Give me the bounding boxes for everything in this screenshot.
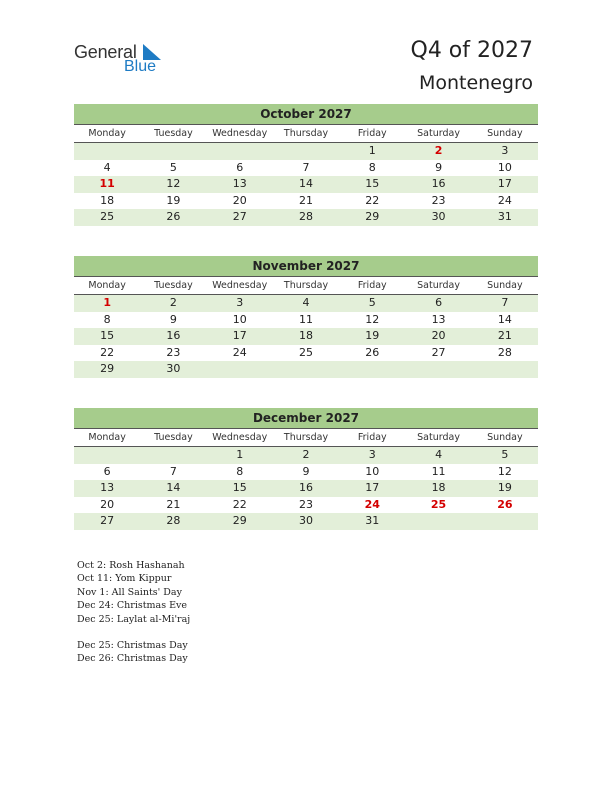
date-cell: 27 bbox=[100, 514, 115, 527]
date-cell: 16 bbox=[431, 177, 446, 190]
date-cell: 27 bbox=[431, 345, 446, 359]
holiday-note: Dec 25: Christmas Day bbox=[77, 640, 188, 652]
date-cell: 24 bbox=[497, 193, 512, 207]
date-cell: 28 bbox=[166, 514, 181, 527]
date-cell: 5 bbox=[501, 448, 509, 461]
date-cell: 8 bbox=[236, 464, 244, 478]
date-cell: 9 bbox=[435, 160, 443, 174]
date-cell bbox=[472, 513, 538, 530]
date-cell: 7 bbox=[169, 464, 177, 478]
weekday-header: Wednesday bbox=[207, 125, 273, 143]
week-row bbox=[74, 209, 538, 226]
date-cell: 3 bbox=[236, 296, 244, 309]
date-cell: 16 bbox=[166, 329, 181, 342]
date-cell: 21 bbox=[166, 497, 181, 511]
date-cell bbox=[140, 447, 206, 464]
date-cell: 17 bbox=[497, 177, 512, 190]
holiday-note: Dec 25: Laylat al-Mi'raj bbox=[77, 613, 191, 625]
date-cell: 1 bbox=[236, 448, 244, 461]
week-row bbox=[74, 312, 538, 329]
weekday-header: Saturday bbox=[405, 277, 471, 295]
date-cell: 17 bbox=[232, 329, 247, 342]
date-cell: 12 bbox=[166, 177, 181, 190]
date-cell: 8 bbox=[368, 160, 376, 174]
date-cell: 18 bbox=[298, 329, 313, 342]
date-cell: 16 bbox=[298, 481, 313, 494]
date-cell: 27 bbox=[232, 210, 247, 223]
date-cell: 29 bbox=[100, 362, 115, 375]
weekday-header: Thursday bbox=[273, 125, 339, 143]
date-cell: 19 bbox=[365, 329, 380, 342]
week-row bbox=[74, 295, 538, 312]
date-cell: 29 bbox=[232, 514, 247, 527]
date-cell bbox=[140, 143, 206, 160]
date-cell bbox=[405, 513, 471, 530]
date-cell bbox=[74, 143, 140, 160]
date-cell: 30 bbox=[431, 210, 446, 223]
date-cell: 25 bbox=[100, 210, 115, 223]
date-cell: 21 bbox=[497, 329, 512, 342]
week-row bbox=[74, 361, 538, 378]
date-cell: 30 bbox=[298, 514, 313, 527]
date-cell bbox=[273, 143, 339, 160]
date-cell: 30 bbox=[166, 362, 181, 375]
holiday-note: Oct 11: Yom Kippur bbox=[77, 573, 172, 585]
date-cell bbox=[74, 447, 140, 464]
week-row bbox=[74, 497, 538, 514]
date-cell: 5 bbox=[169, 160, 177, 174]
date-cell: 4 bbox=[103, 160, 111, 174]
weekday-header: Wednesday bbox=[207, 277, 273, 295]
date-cell: 6 bbox=[236, 160, 244, 174]
date-cell: 14 bbox=[497, 312, 512, 326]
date-cell bbox=[207, 143, 273, 160]
date-cell: 21 bbox=[298, 193, 313, 207]
month-october bbox=[74, 104, 538, 226]
date-cell: 22 bbox=[232, 497, 247, 511]
date-cell: 8 bbox=[103, 312, 111, 326]
date-cell: 18 bbox=[431, 481, 446, 494]
date-cell: 10 bbox=[232, 312, 247, 326]
date-cell: 2 bbox=[169, 296, 177, 309]
weekday-header: Saturday bbox=[405, 429, 471, 447]
date-cell: 15 bbox=[365, 177, 380, 190]
holiday-date: 1 bbox=[103, 296, 111, 309]
weekday-header: Tuesday bbox=[140, 429, 206, 447]
date-cell: 13 bbox=[232, 177, 247, 190]
month-title: December 2027 bbox=[74, 408, 538, 429]
date-cell: 24 bbox=[232, 345, 247, 359]
date-cell: 7 bbox=[302, 160, 310, 174]
logo-general-text: General bbox=[74, 42, 137, 62]
date-cell: 6 bbox=[103, 464, 111, 478]
date-cell: 7 bbox=[501, 296, 509, 309]
date-cell: 26 bbox=[166, 210, 181, 223]
date-cell: 23 bbox=[431, 193, 446, 207]
date-cell: 26 bbox=[365, 345, 380, 359]
date-cell bbox=[405, 361, 471, 378]
date-cell: 12 bbox=[497, 464, 512, 478]
logo-blue-text: Blue bbox=[124, 58, 157, 75]
date-cell: 25 bbox=[298, 345, 313, 359]
date-cell: 2 bbox=[302, 448, 310, 461]
date-cell: 19 bbox=[497, 481, 512, 494]
date-cell: 31 bbox=[497, 210, 512, 223]
date-cell: 11 bbox=[431, 464, 446, 478]
date-cell: 14 bbox=[166, 481, 181, 494]
month-title: November 2027 bbox=[74, 256, 538, 277]
date-cell: 4 bbox=[435, 448, 443, 461]
date-cell bbox=[273, 361, 339, 378]
date-cell: 6 bbox=[435, 296, 443, 309]
date-cell: 20 bbox=[431, 329, 446, 342]
date-cell: 3 bbox=[368, 448, 376, 461]
weekday-header: Sunday bbox=[472, 429, 538, 447]
holiday-date: 24 bbox=[364, 497, 380, 511]
date-cell: 19 bbox=[166, 193, 181, 207]
weekday-header: Saturday bbox=[405, 125, 471, 143]
week-row bbox=[74, 513, 538, 530]
holiday-notes bbox=[77, 559, 190, 666]
page-title: Q4 of 2027 bbox=[410, 38, 533, 63]
date-cell: 13 bbox=[431, 312, 446, 326]
weekday-header: Tuesday bbox=[140, 277, 206, 295]
date-cell: 18 bbox=[100, 193, 115, 207]
month-title: October 2027 bbox=[74, 104, 538, 125]
date-cell: 5 bbox=[368, 296, 376, 309]
date-cell: 20 bbox=[232, 193, 247, 207]
weekday-header: Tuesday bbox=[140, 125, 206, 143]
weekday-header: Thursday bbox=[273, 277, 339, 295]
date-cell: 4 bbox=[302, 296, 310, 309]
week-row bbox=[74, 193, 538, 210]
month-november bbox=[74, 256, 538, 378]
week-row bbox=[74, 447, 538, 464]
date-cell: 1 bbox=[368, 144, 376, 157]
holiday-date: 25 bbox=[430, 497, 447, 511]
holiday-note: Dec 26: Christmas Day bbox=[77, 653, 188, 665]
week-row bbox=[74, 176, 538, 193]
weekday-header: Friday bbox=[339, 277, 405, 295]
date-cell: 11 bbox=[298, 312, 313, 326]
holiday-date: 11 bbox=[99, 177, 115, 190]
weekday-header: Monday bbox=[74, 125, 140, 143]
generalblue-logo bbox=[74, 42, 174, 78]
month-december bbox=[74, 408, 538, 530]
date-cell: 29 bbox=[365, 210, 380, 223]
weekday-header: Friday bbox=[339, 125, 405, 143]
weekday-header: Sunday bbox=[472, 277, 538, 295]
weekday-header: Monday bbox=[74, 429, 140, 447]
date-cell: 17 bbox=[365, 481, 380, 494]
week-row bbox=[74, 143, 538, 160]
week-row bbox=[74, 464, 538, 481]
date-cell: 10 bbox=[497, 160, 512, 174]
date-cell: 9 bbox=[302, 464, 310, 478]
weekday-header: Sunday bbox=[472, 125, 538, 143]
date-cell: 22 bbox=[100, 345, 115, 359]
weekday-header: Thursday bbox=[273, 429, 339, 447]
weekday-header: Monday bbox=[74, 277, 140, 295]
date-cell: 15 bbox=[100, 329, 115, 342]
week-row bbox=[74, 328, 538, 345]
holiday-note: Dec 24: Christmas Eve bbox=[77, 600, 188, 612]
date-cell: 15 bbox=[232, 481, 247, 494]
country-name: Montenegro bbox=[418, 72, 533, 94]
date-cell bbox=[472, 361, 538, 378]
date-cell: 23 bbox=[298, 497, 313, 511]
date-cell: 14 bbox=[298, 177, 313, 190]
week-row bbox=[74, 160, 538, 177]
date-cell: 22 bbox=[365, 193, 380, 207]
holiday-date: 26 bbox=[497, 497, 513, 511]
week-row bbox=[74, 345, 538, 362]
date-cell: 13 bbox=[100, 481, 115, 494]
date-cell: 9 bbox=[169, 312, 177, 326]
date-cell bbox=[339, 361, 405, 378]
holiday-note: Nov 1: All Saints' Day bbox=[77, 586, 182, 598]
date-cell bbox=[207, 361, 273, 378]
date-cell: 28 bbox=[298, 210, 313, 223]
date-cell: 28 bbox=[497, 345, 512, 359]
date-cell: 23 bbox=[166, 345, 181, 359]
holiday-note: Oct 2: Rosh Hashanah bbox=[77, 560, 185, 571]
week-row bbox=[74, 480, 538, 497]
weekday-header: Wednesday bbox=[207, 429, 273, 447]
date-cell: 31 bbox=[365, 514, 380, 527]
date-cell: 20 bbox=[100, 497, 115, 511]
holiday-date: 2 bbox=[434, 144, 443, 157]
weekday-header: Friday bbox=[339, 429, 405, 447]
date-cell: 3 bbox=[501, 144, 509, 157]
date-cell: 12 bbox=[365, 312, 380, 326]
date-cell: 10 bbox=[365, 464, 380, 478]
